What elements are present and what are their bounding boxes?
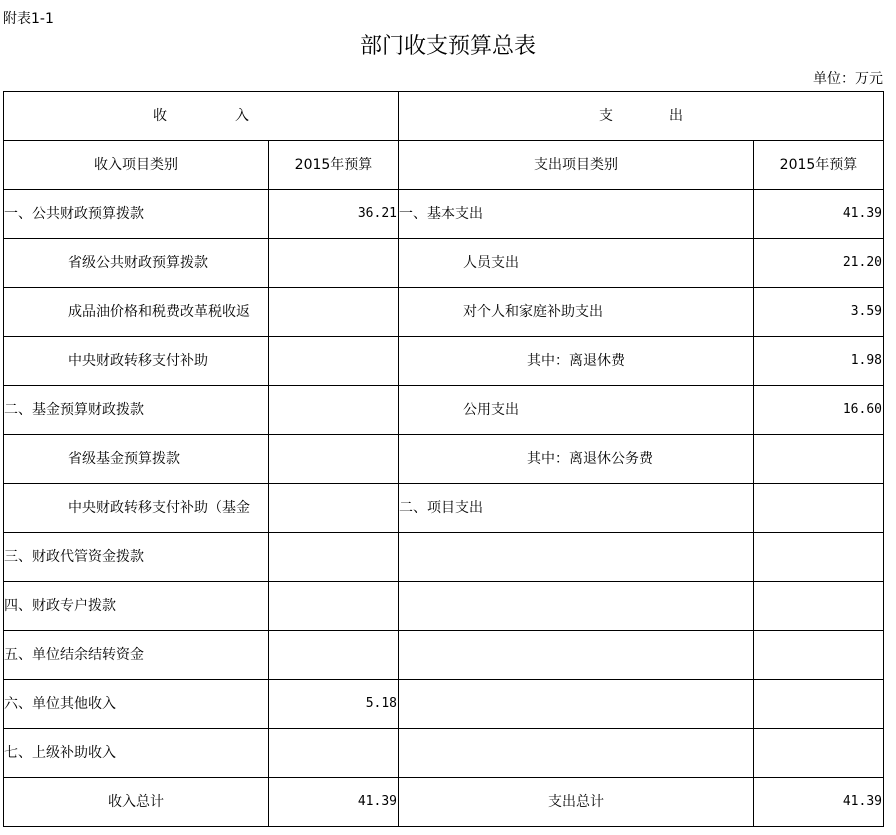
expense-group-header bbox=[399, 92, 884, 141]
expense-category-header: 支出项目类别 bbox=[399, 141, 754, 190]
expense-label: 其中：离退休费 bbox=[399, 337, 754, 386]
expense-value bbox=[754, 435, 884, 484]
expense-value bbox=[754, 631, 884, 680]
income-label: 三、财政代管资金拨款 bbox=[4, 533, 269, 582]
income-group-char-a: 收 bbox=[153, 108, 167, 124]
income-label: 七、上级补助收入 bbox=[4, 729, 269, 778]
expense-value bbox=[754, 533, 884, 582]
table-row bbox=[4, 435, 884, 484]
table-row bbox=[4, 680, 884, 729]
expense-label bbox=[399, 729, 754, 778]
table-row bbox=[4, 533, 884, 582]
expense-value: 41.39 bbox=[754, 190, 884, 239]
income-label: 省级基金预算拨款 bbox=[4, 435, 269, 484]
income-label: 成品油价格和税费改革税收返 bbox=[4, 288, 269, 337]
unit-label: 单位：万元 bbox=[813, 71, 883, 87]
expense-value: 16.60 bbox=[754, 386, 884, 435]
income-label: 一、公共财政预算拨款 bbox=[4, 190, 269, 239]
expense-label: 公用支出 bbox=[399, 386, 754, 435]
totals-row bbox=[4, 778, 884, 827]
expense-label bbox=[399, 631, 754, 680]
income-label: 中央财政转移支付补助 bbox=[4, 337, 269, 386]
income-total-value: 41.39 bbox=[269, 778, 399, 827]
expense-label: 对个人和家庭补助支出 bbox=[399, 288, 754, 337]
table-row bbox=[4, 484, 884, 533]
expense-total-label: 支出总计 bbox=[399, 778, 754, 827]
income-value bbox=[269, 729, 399, 778]
budget-table bbox=[3, 91, 884, 827]
table-row bbox=[4, 386, 884, 435]
expense-label: 二、项目支出 bbox=[399, 484, 754, 533]
page-title: 部门收支预算总表 bbox=[359, 34, 536, 59]
income-value bbox=[269, 288, 399, 337]
table-row bbox=[4, 337, 884, 386]
income-value bbox=[269, 337, 399, 386]
expense-budget-header: 2015年预算 bbox=[754, 141, 884, 190]
expense-value: 3.59 bbox=[754, 288, 884, 337]
income-value: 5.18 bbox=[269, 680, 399, 729]
income-value bbox=[269, 484, 399, 533]
expense-total-value: 41.39 bbox=[754, 778, 884, 827]
table-row bbox=[4, 729, 884, 778]
expense-label bbox=[399, 680, 754, 729]
income-value: 36.21 bbox=[269, 190, 399, 239]
group-header-row bbox=[4, 92, 884, 141]
expense-label: 人员支出 bbox=[399, 239, 754, 288]
expense-value bbox=[754, 680, 884, 729]
attachment-label: 附表1-1 bbox=[3, 11, 54, 27]
expense-label bbox=[399, 533, 754, 582]
income-value bbox=[269, 533, 399, 582]
expense-label: 一、基本支出 bbox=[399, 190, 754, 239]
income-label: 五、单位结余结转资金 bbox=[4, 631, 269, 680]
expense-group-char-b: 出 bbox=[669, 108, 683, 124]
column-header-row bbox=[4, 141, 884, 190]
table-row bbox=[4, 631, 884, 680]
expense-label bbox=[399, 582, 754, 631]
income-total-label: 收入总计 bbox=[4, 778, 269, 827]
table-row bbox=[4, 288, 884, 337]
expense-value bbox=[754, 484, 884, 533]
income-label: 中央财政转移支付补助（基金 bbox=[4, 484, 269, 533]
expense-value bbox=[754, 582, 884, 631]
income-label: 省级公共财政预算拨款 bbox=[4, 239, 269, 288]
table-row bbox=[4, 190, 884, 239]
table-row bbox=[4, 239, 884, 288]
income-budget-header: 2015年预算 bbox=[269, 141, 399, 190]
table-row bbox=[4, 582, 884, 631]
income-category-header: 收入项目类别 bbox=[4, 141, 269, 190]
income-value bbox=[269, 582, 399, 631]
income-value bbox=[269, 631, 399, 680]
income-label: 四、财政专户拨款 bbox=[4, 582, 269, 631]
income-value bbox=[269, 435, 399, 484]
income-value bbox=[269, 239, 399, 288]
income-value bbox=[269, 386, 399, 435]
expense-value: 21.20 bbox=[754, 239, 884, 288]
expense-label: 其中：离退休公务费 bbox=[399, 435, 754, 484]
income-group-header bbox=[4, 92, 399, 141]
expense-value bbox=[754, 729, 884, 778]
expense-value: 1.98 bbox=[754, 337, 884, 386]
income-label: 二、基金预算财政拨款 bbox=[4, 386, 269, 435]
income-label: 六、单位其他收入 bbox=[4, 680, 269, 729]
income-group-char-b: 入 bbox=[235, 108, 249, 124]
expense-group-char-a: 支 bbox=[599, 108, 613, 124]
